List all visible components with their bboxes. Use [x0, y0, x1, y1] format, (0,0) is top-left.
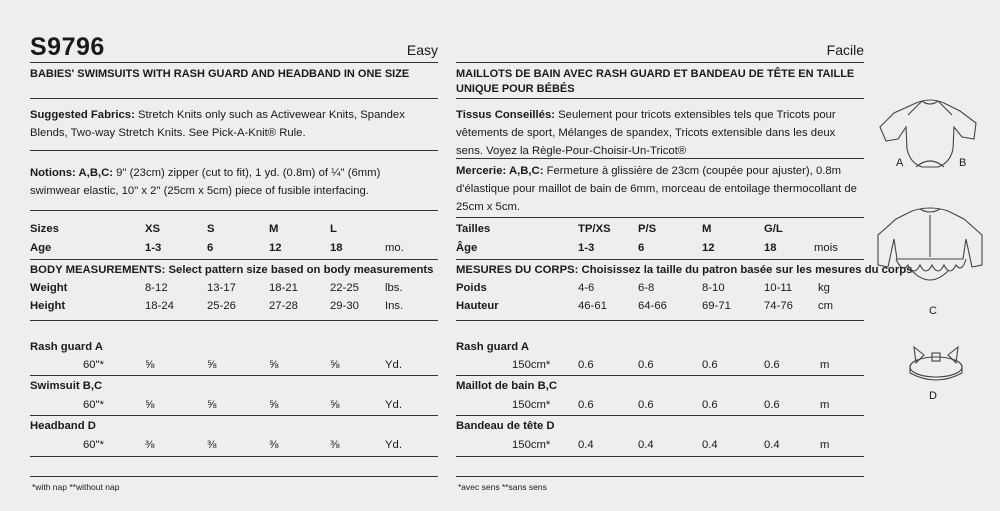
- size-header: XS: [145, 223, 161, 235]
- yardage-value: 0.6: [764, 399, 780, 411]
- measurement-value: 18-21: [269, 282, 298, 294]
- measurement-value: 74-76: [764, 300, 793, 312]
- age-value: 6: [207, 242, 214, 254]
- notions: [30, 164, 430, 200]
- divider: [30, 150, 438, 151]
- figure-label-b: B: [959, 157, 967, 169]
- body-text: Choisissez la taille du patron basée sur les mesures du corps: [578, 264, 913, 276]
- fabrics-label: Suggested Fabrics:: [30, 109, 135, 121]
- pattern-code: S9796: [30, 33, 105, 61]
- size-header: L: [330, 223, 337, 235]
- age-value: 12: [702, 242, 715, 254]
- fabric-width: 60"*: [83, 439, 104, 451]
- notions-label: Notions: A,B,C:: [30, 167, 114, 179]
- divider: [30, 476, 438, 477]
- divider: [456, 259, 864, 260]
- size-header: TP/XS: [578, 223, 611, 235]
- yardage-value: 0.4: [638, 439, 654, 451]
- figure-label-d: D: [929, 390, 937, 402]
- age-value: 12: [269, 242, 282, 254]
- measurement-value: 10-11: [764, 282, 793, 294]
- divider: [456, 456, 864, 457]
- body-measurements-heading: [456, 264, 912, 276]
- age-value: 18: [330, 242, 343, 254]
- fabric-width: 60"*: [83, 359, 104, 371]
- age-unit: mo.: [385, 242, 404, 254]
- measurement-value: 64-66: [638, 300, 667, 312]
- measurement-value: 6-8: [638, 282, 655, 294]
- technical-drawings: [868, 75, 998, 415]
- measurement-value: 22-25: [330, 282, 359, 294]
- measurement-unit: Ins.: [385, 300, 404, 312]
- yardage-value: ⅝: [269, 359, 279, 371]
- notions-text: 9" (23cm) zipper (cut to fit), 1 yd. (0.8m) of ¼" (6mm) swimwear elastic, 10" x 2" (25cm x 5cm) piece of fusible interfacing.: [30, 167, 381, 197]
- divider: [456, 62, 864, 63]
- yardage-value: 0.6: [578, 399, 594, 411]
- fabric-width: 150cm*: [512, 439, 551, 451]
- divider: [456, 217, 864, 218]
- measurement-value: 25-26: [207, 300, 236, 312]
- measurement-value: 46-61: [578, 300, 607, 312]
- size-header: G/L: [764, 223, 783, 235]
- yardage-value: 0.4: [578, 439, 594, 451]
- measurement-unit: cm: [818, 300, 834, 312]
- fabric-width: 150cm*: [512, 399, 551, 411]
- measurement-value: 4-6: [578, 282, 595, 294]
- yardage-value: 0.4: [764, 439, 780, 451]
- measurement-label: Poids: [456, 282, 487, 294]
- divider: [30, 98, 438, 99]
- footnote: *avec sens **sans sens: [458, 482, 547, 492]
- fabric-width: 150cm*: [512, 359, 551, 371]
- divider: [456, 415, 864, 416]
- yardage-value: 0.6: [702, 399, 718, 411]
- suggested-fabrics: [30, 106, 430, 142]
- age-value: 6: [638, 242, 645, 254]
- yardage-value: 0.6: [702, 359, 718, 371]
- divider: [456, 476, 864, 477]
- measurement-value: 27-28: [269, 300, 298, 312]
- yardage-value: 0.6: [578, 359, 594, 371]
- divider: [30, 320, 438, 321]
- yardage-unit: m: [820, 359, 830, 371]
- pattern-title: MAILLOTS DE BAIN AVEC RASH GUARD ET BANDEAU DE TÊTE EN TAILLE UNIQUE POUR BÉBÉS: [456, 68, 855, 95]
- yardage-value: 0.6: [638, 359, 654, 371]
- age-value: 1-3: [145, 242, 162, 254]
- age-label: Âge: [456, 242, 478, 254]
- yardage-value: 0.6: [638, 399, 654, 411]
- divider: [30, 62, 438, 63]
- measurement-value: 29-30: [330, 300, 359, 312]
- yardage-value: ⅝: [330, 399, 340, 411]
- size-header: M: [702, 223, 712, 235]
- headband-drawing: [910, 347, 962, 380]
- pattern-title: BABIES' SWIMSUITS WITH RASH GUARD AND HEADBAND IN ONE SIZE: [30, 68, 410, 80]
- figure-label-c: C: [929, 305, 937, 317]
- yardage-value: ⅝: [207, 359, 217, 371]
- yardage-label: Headband D: [30, 420, 96, 432]
- fabrics-label: Tissus Conseillés:: [456, 109, 555, 121]
- yardage-value: ⅝: [330, 359, 340, 371]
- measurement-label: Hauteur: [456, 300, 499, 312]
- suggested-fabrics: [456, 106, 861, 160]
- age-label: Age: [30, 242, 52, 254]
- yardage-value: 0.6: [764, 359, 780, 371]
- footnote: *with nap **without nap: [32, 482, 120, 492]
- fabric-width: 60"*: [83, 399, 104, 411]
- measurement-value: 69-71: [702, 300, 731, 312]
- yardage-unit: Yd.: [385, 439, 402, 451]
- measurement-unit: kg: [818, 282, 830, 294]
- measurement-label: Height: [30, 300, 66, 312]
- divider: [30, 210, 438, 211]
- yardage-value: ⅝: [207, 399, 217, 411]
- yardage-value: ⅜: [207, 439, 217, 451]
- divider: [456, 375, 864, 376]
- yardage-value: ⅝: [145, 399, 155, 411]
- size-header: M: [269, 223, 279, 235]
- body-label: BODY MEASUREMENTS:: [30, 264, 166, 276]
- yardage-value: ⅝: [145, 359, 155, 371]
- yardage-unit: Yd.: [385, 359, 402, 371]
- notions: [456, 162, 861, 216]
- yardage-value: ⅜: [145, 439, 155, 451]
- age-value: 1-3: [578, 242, 595, 254]
- measurement-value: 18-24: [145, 300, 174, 312]
- yardage-label: Rash guard A: [30, 341, 104, 353]
- yardage-unit: Yd.: [385, 399, 402, 411]
- difficulty-label: Facile: [826, 42, 864, 58]
- difficulty-label: Easy: [406, 42, 438, 58]
- yardage-value: ⅜: [330, 439, 340, 451]
- body-text: Select pattern size based on body measurements: [165, 264, 434, 276]
- sizes-label: Tailles: [456, 223, 491, 235]
- yardage-value: 0.4: [702, 439, 718, 451]
- yardage-label: Swimsuit B,C: [30, 380, 103, 392]
- divider: [30, 259, 438, 260]
- measurement-unit: lbs.: [385, 282, 403, 294]
- sizes-label: Sizes: [30, 223, 59, 235]
- yardage-label: Bandeau de tête D: [456, 420, 555, 432]
- yardage-value: ⅝: [269, 399, 279, 411]
- yardage-label: Maillot de bain B,C: [456, 380, 558, 392]
- body-label: MESURES DU CORPS:: [456, 264, 579, 276]
- fabrics-text: Seulement pour tricots extensibles tels que Tricots pour vêtements de sport, Mélanges de spandex, Tricots extensible dans les deux sens. Voyez la Règle-Pour-Choisir-Un-Tricot®: [456, 109, 836, 157]
- divider: [30, 415, 438, 416]
- age-value: 18: [764, 242, 777, 254]
- age-unit: mois: [814, 242, 838, 254]
- notions-text: Fermeture à glissière de 23cm (coupée pour ajuster), 0.8m d'élastique pour maillot de bain de 6mm, morceau de entoilage thermocollant de 25cm x 5cm.: [456, 165, 857, 213]
- measurement-value: 8-12: [145, 282, 168, 294]
- divider: [30, 375, 438, 376]
- size-header: P/S: [638, 223, 657, 235]
- divider: [30, 456, 438, 457]
- body-measurements-heading: [30, 264, 433, 276]
- size-header: S: [207, 223, 215, 235]
- swimsuit-ruffle-drawing: [878, 208, 982, 280]
- divider: [456, 158, 864, 159]
- figure-label-a: A: [896, 157, 904, 169]
- fabrics-text: Stretch Knits only such as Activewear Knits, Spandex Blends, Two-way Stretch Knits. See Pick-A-Knit® Rule.: [30, 109, 405, 139]
- yardage-value: ⅜: [269, 439, 279, 451]
- measurement-value: 8-10: [702, 282, 725, 294]
- notions-label: Mercerie: A,B,C:: [456, 165, 544, 177]
- measurement-label: Weight: [30, 282, 68, 294]
- divider: [456, 98, 864, 99]
- yardage-unit: m: [820, 399, 830, 411]
- yardage-unit: m: [820, 439, 830, 451]
- yardage-label: Rash guard A: [456, 341, 530, 353]
- measurement-value: 13-17: [207, 282, 236, 294]
- divider: [456, 320, 864, 321]
